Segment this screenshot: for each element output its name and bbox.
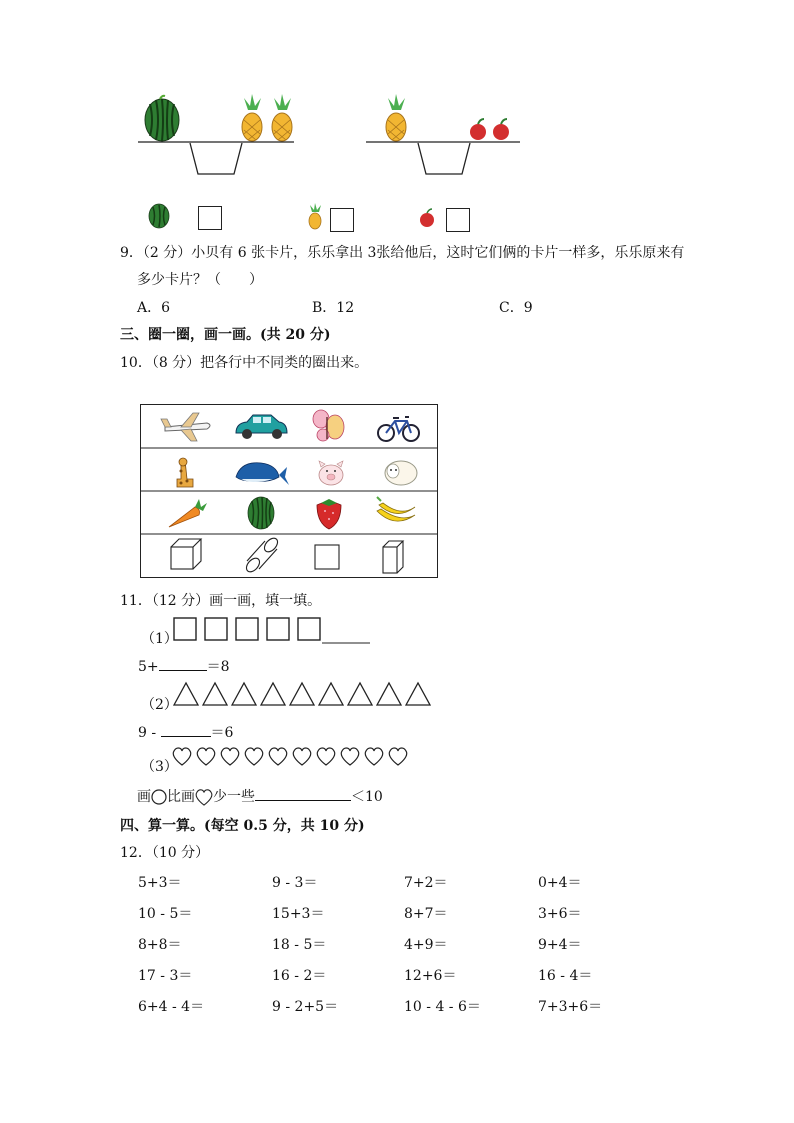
q11-p3-text-c: 少一些 bbox=[213, 789, 255, 805]
q9-option-b[interactable]: B．12 bbox=[312, 300, 355, 316]
pineapple-icon bbox=[309, 203, 321, 229]
answer-box-apple[interactable] bbox=[446, 208, 470, 232]
q11-p1-equation bbox=[138, 656, 230, 676]
heart-shape bbox=[221, 748, 238, 765]
square-shape bbox=[298, 618, 320, 640]
q11-p1-blank[interactable] bbox=[159, 656, 207, 671]
apple-icon bbox=[470, 119, 486, 140]
heart-shape bbox=[365, 748, 382, 765]
cube-icon bbox=[171, 539, 201, 569]
triangle-shape bbox=[261, 683, 285, 705]
pineapple-icon bbox=[272, 94, 292, 141]
q11-p3-text-b: 比画 bbox=[167, 789, 195, 805]
car-icon bbox=[236, 415, 287, 439]
section-3-title: 三、圈一圈，画一画。(共 20 分) bbox=[120, 327, 331, 343]
watermelon-icon bbox=[248, 497, 274, 529]
heart-icon bbox=[195, 788, 213, 806]
arithmetic-item[interactable]: 7+2＝ bbox=[404, 875, 448, 891]
q11-p1-eq-right: ＝8 bbox=[206, 659, 230, 675]
triangle-shape bbox=[319, 683, 343, 705]
square-shape bbox=[174, 618, 196, 640]
arithmetic-item[interactable]: 6+4 - 4＝ bbox=[138, 999, 205, 1015]
bicycle-icon bbox=[378, 417, 419, 441]
heart-shape bbox=[269, 748, 286, 765]
arithmetic-item[interactable]: 0+4＝ bbox=[538, 875, 582, 891]
q11-p2-eq-right: ＝6 bbox=[210, 725, 234, 741]
q11-p3-label: （3） bbox=[141, 759, 178, 775]
q11-p3-blank[interactable] bbox=[255, 786, 351, 801]
apple-icon bbox=[420, 209, 434, 227]
triangle-shape bbox=[348, 683, 372, 705]
square-row bbox=[172, 616, 372, 644]
q11-p3-sentence bbox=[137, 786, 383, 806]
arithmetic-item[interactable]: 17 - 3＝ bbox=[138, 968, 193, 984]
arithmetic-item[interactable]: 16 - 2＝ bbox=[272, 968, 327, 984]
arithmetic-item[interactable]: 8+7＝ bbox=[404, 906, 448, 922]
heart-shape bbox=[341, 748, 358, 765]
strawberry-icon bbox=[317, 499, 341, 529]
arithmetic-item[interactable]: 7+3+6＝ bbox=[538, 999, 603, 1015]
q9-option-c[interactable]: C．9 bbox=[499, 300, 533, 316]
q12-text: 12．（10 分） bbox=[120, 845, 210, 861]
answer-box-watermelon[interactable] bbox=[198, 206, 222, 230]
heart-shape bbox=[245, 748, 262, 765]
arithmetic-item[interactable]: 5+3＝ bbox=[138, 875, 182, 891]
arithmetic-item[interactable]: 12+6＝ bbox=[404, 968, 457, 984]
watermelon-icon bbox=[149, 204, 169, 228]
q10-text: 10．（8 分）把各行中不同类的圈出来。 bbox=[120, 355, 369, 371]
square-shape bbox=[267, 618, 289, 640]
circle-icon bbox=[151, 789, 167, 805]
heart-shape bbox=[389, 748, 406, 765]
arithmetic-item[interactable]: 8+8＝ bbox=[138, 937, 182, 953]
q11-text: 11．（12 分）画一画，填一填。 bbox=[120, 593, 322, 609]
square-shape bbox=[236, 618, 258, 640]
square-shape bbox=[205, 618, 227, 640]
butterfly-icon bbox=[313, 410, 344, 441]
arithmetic-item[interactable]: 10 - 4 - 6＝ bbox=[404, 999, 481, 1015]
answer-row bbox=[145, 202, 485, 232]
q11-p2-equation bbox=[138, 722, 233, 742]
q9-text-line2: 多少卡片？（ ） bbox=[137, 272, 263, 288]
triangle-shape bbox=[232, 683, 256, 705]
triangle-shape bbox=[290, 683, 314, 705]
heart-shape bbox=[317, 748, 334, 765]
arithmetic-item[interactable]: 3+6＝ bbox=[538, 906, 582, 922]
pig-icon bbox=[319, 461, 343, 485]
triangle-shape bbox=[203, 683, 227, 705]
airplane-icon bbox=[161, 413, 210, 441]
triangle-shape bbox=[377, 683, 401, 705]
q9-option-a[interactable]: A．6 bbox=[137, 300, 171, 316]
arithmetic-item[interactable]: 10 - 5＝ bbox=[138, 906, 193, 922]
cylinder-icon bbox=[244, 536, 280, 575]
apple-icon bbox=[493, 119, 509, 140]
whale-icon bbox=[236, 463, 289, 485]
watermelon-icon bbox=[145, 96, 179, 141]
triangle-shape bbox=[174, 683, 198, 705]
pineapple-icon bbox=[386, 94, 406, 141]
square-icon bbox=[315, 545, 339, 569]
arithmetic-item[interactable]: 9 - 3＝ bbox=[272, 875, 318, 891]
triangle-row bbox=[172, 680, 440, 708]
heart-row bbox=[172, 744, 412, 770]
q9-text-line1: 9．（2 分）小贝有 6 张卡片，乐乐拿出 3张给他后，这时它们俩的卡片一样多，乐乐原来有 bbox=[120, 245, 685, 261]
giraffe-icon bbox=[177, 458, 193, 487]
arithmetic-item[interactable]: 15+3＝ bbox=[272, 906, 325, 922]
q11-p3-text-a: 画 bbox=[137, 789, 151, 805]
pineapple-icon bbox=[242, 94, 262, 141]
cuboid-icon bbox=[383, 541, 403, 573]
heart-shape bbox=[293, 748, 310, 765]
arithmetic-item[interactable]: 9 - 2+5＝ bbox=[272, 999, 339, 1015]
arithmetic-item[interactable]: 4+9＝ bbox=[404, 937, 448, 953]
q11-p2-blank[interactable] bbox=[161, 722, 211, 737]
q11-p3-text-d: ＜10 bbox=[351, 789, 383, 805]
balance-figure-left bbox=[130, 92, 300, 182]
arithmetic-item[interactable]: 9+4＝ bbox=[538, 937, 582, 953]
heart-shape bbox=[197, 748, 214, 765]
banana-icon bbox=[377, 497, 415, 521]
heart-shape bbox=[173, 748, 190, 765]
q11-p2-label: （2） bbox=[141, 697, 178, 713]
arithmetic-item[interactable]: 18 - 5＝ bbox=[272, 937, 327, 953]
q11-p1-eq-left: 5+ bbox=[138, 659, 159, 675]
section-4-title: 四、算一算。(每空 0.5 分，共 10 分) bbox=[120, 818, 365, 834]
picture-grid bbox=[140, 404, 438, 578]
triangle-shape bbox=[406, 683, 430, 705]
q11-p1-label: （1） bbox=[141, 631, 178, 647]
balance-figure-right bbox=[360, 92, 530, 182]
sheep-icon bbox=[385, 461, 417, 485]
arithmetic-item[interactable]: 16 - 4＝ bbox=[538, 968, 593, 984]
q11-p2-eq-left: 9 - bbox=[138, 725, 157, 741]
answer-box-pineapple[interactable] bbox=[330, 208, 354, 232]
carrot-icon bbox=[169, 499, 207, 527]
